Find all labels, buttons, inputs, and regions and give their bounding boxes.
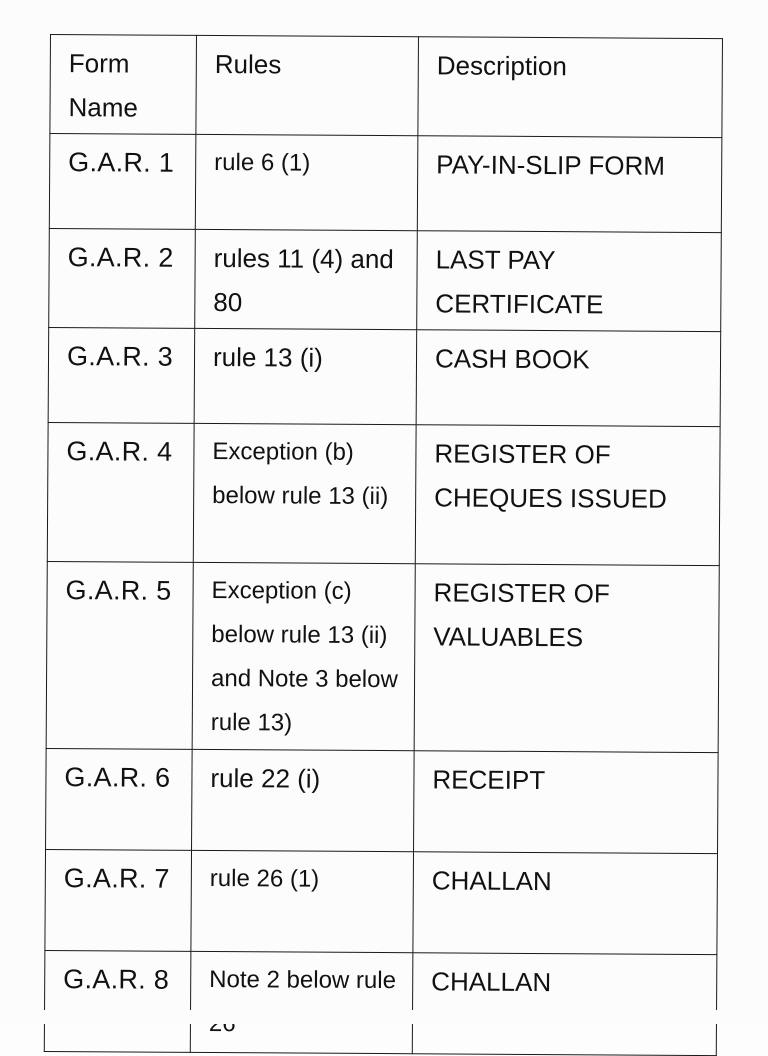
description-cell: CHALLAN: [412, 953, 717, 1056]
description-cell: REGISTER OF CHEQUES ISSUED: [415, 425, 720, 566]
rules-cell: Exception (b) below rule 13 (ii): [193, 423, 416, 563]
form-name-cell: G.A.R. 8: [44, 950, 191, 1052]
form-name-cell: G.A.R. 2: [49, 228, 196, 328]
description-cell: PAY-IN-SLIP FORM: [417, 136, 722, 233]
header-description: Description: [418, 37, 723, 138]
form-name-cell: G.A.R. 5: [46, 561, 193, 749]
description-cell: CASH BOOK: [416, 330, 721, 427]
table-row: [49, 228, 722, 331]
table-row: [44, 950, 717, 1055]
table-row: [47, 422, 720, 565]
rules-cell: rule 6 (1): [195, 134, 418, 230]
gar-forms-table: [44, 34, 723, 1056]
table-row: [48, 327, 721, 426]
rules-cell: rule 13 (i): [194, 328, 417, 424]
page-bottom-edge: [0, 1010, 768, 1024]
table-row: [45, 849, 718, 954]
form-name-cell: G.A.R. 6: [46, 748, 193, 850]
header-rules: Rules: [196, 35, 419, 135]
form-name-cell: G.A.R. 1: [49, 134, 196, 230]
form-name-cell: G.A.R. 7: [45, 849, 192, 951]
description-cell: REGISTER OF VALUABLES: [414, 564, 719, 753]
rules-cell: rule 22 (i): [192, 749, 415, 851]
header-form-name: Form Name: [50, 35, 197, 135]
rules-cell: Note 2 below rule: [190, 951, 413, 1053]
table-row: [46, 748, 719, 853]
table-row: [46, 561, 719, 752]
description-cell: CHALLAN: [413, 852, 718, 955]
form-name-cell: G.A.R. 4: [47, 422, 194, 562]
table-header-row: [50, 35, 723, 138]
description-cell: RECEIPT: [414, 751, 719, 854]
table-row: [49, 134, 722, 233]
rules-cell: Exception (c) below rule 13 (ii) and Note 3 below rule 13): [192, 562, 415, 750]
rules-cell: rule 26 (1): [191, 850, 414, 952]
form-name-cell: G.A.R. 3: [48, 327, 195, 423]
description-cell: LAST PAY CERTIFICATE: [417, 231, 722, 332]
rules-cell: rules 11 (4) and 80: [195, 229, 418, 329]
